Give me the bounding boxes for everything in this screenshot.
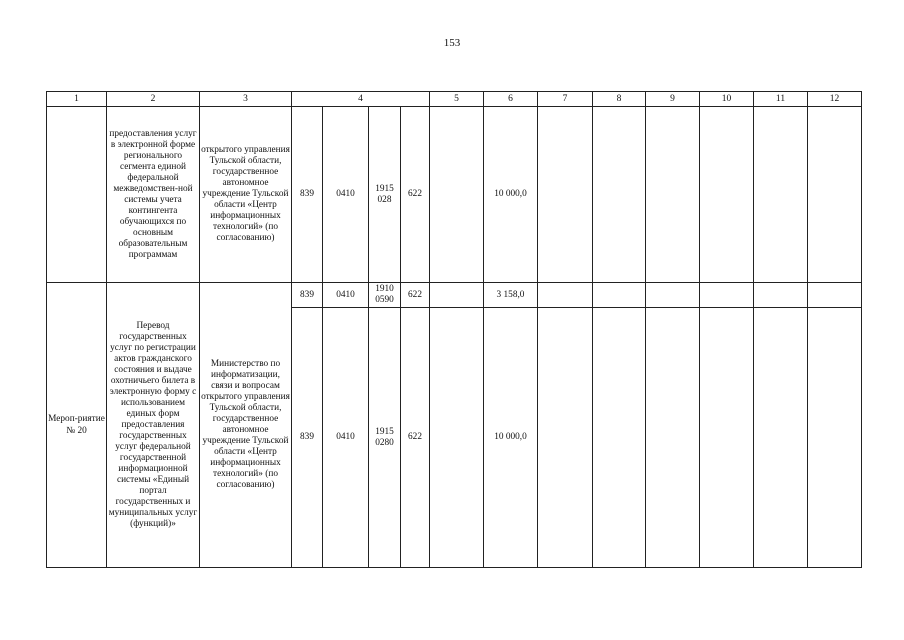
code-cell-c: 1915 028 — [369, 107, 401, 283]
empty-cell — [538, 308, 593, 568]
measure-label: Мероп-риятие № 20 — [47, 283, 107, 568]
empty-cell — [700, 308, 754, 568]
header-cell-12: 12 — [808, 92, 862, 107]
header-cell-4: 4 — [292, 92, 430, 107]
empty-cell — [47, 107, 107, 283]
header-row — [47, 92, 862, 107]
code-cell-d: 622 — [401, 283, 430, 308]
code-cell-b: 0410 — [323, 308, 369, 568]
empty-cell — [430, 283, 484, 308]
code-cell-a: 839 — [292, 107, 323, 283]
measure-description: Перевод государственных услуг по регистрации актов гражданского состояния и выдаче охотничьего билета в электронную форму с использованием единых форм предоставления государственных услуг федеральной государственной информационной системы «Единый портал государственных и муниципальных услуг (функций)» — [107, 283, 200, 568]
empty-cell — [808, 283, 862, 308]
header-cell-1: 1 — [47, 92, 107, 107]
empty-cell — [646, 308, 700, 568]
code-cell-c: 1910 0590 — [369, 283, 401, 308]
table-row — [47, 107, 862, 283]
header-cell-2: 2 — [107, 92, 200, 107]
header-cell-11: 11 — [754, 92, 808, 107]
empty-cell — [593, 283, 646, 308]
header-cell-3: 3 — [200, 92, 292, 107]
empty-cell — [754, 308, 808, 568]
empty-cell — [700, 107, 754, 283]
empty-cell — [700, 283, 754, 308]
empty-cell — [808, 107, 862, 283]
empty-cell — [593, 308, 646, 568]
code-cell-d: 622 — [401, 308, 430, 568]
code-cell-b: 0410 — [323, 283, 369, 308]
empty-cell — [538, 283, 593, 308]
code-cell-a: 839 — [292, 308, 323, 568]
page-number: 153 — [443, 37, 461, 49]
empty-cell — [593, 107, 646, 283]
empty-cell — [538, 107, 593, 283]
header-cell-9: 9 — [646, 92, 700, 107]
empty-cell — [430, 107, 484, 283]
table-row — [47, 283, 862, 308]
header-cell-5: 5 — [430, 92, 484, 107]
empty-cell — [646, 107, 700, 283]
measure-description-cont: предоставления услуг в электронной форме регионального сегмента единой федеральной межведомствен-ной системы учета контингента обучающихся по основным образовательным программам — [107, 107, 200, 283]
amount-cell: 3 158,0 — [484, 283, 538, 308]
amount-cell: 10 000,0 — [484, 107, 538, 283]
amount-cell: 10 000,0 — [484, 308, 538, 568]
empty-cell — [430, 308, 484, 568]
empty-cell — [646, 283, 700, 308]
header-cell-6: 6 — [484, 92, 538, 107]
executor-cont: открытого управления Тульской области, государственное автономное учреждение Тульской области «Центр информационных технологий» (по согласованию) — [200, 107, 292, 283]
header-cell-7: 7 — [538, 92, 593, 107]
code-cell-c: 1915 0280 — [369, 308, 401, 568]
executor: Министерство по информатизации, связи и вопросам открытого управления Тульской области, государственное автономное учреждение Тульской области «Центр информационных технологий» (по согласованию) — [200, 283, 292, 568]
header-cell-8: 8 — [593, 92, 646, 107]
empty-cell — [754, 107, 808, 283]
code-cell-a: 839 — [292, 283, 323, 308]
budget-table — [46, 91, 862, 568]
empty-cell — [754, 283, 808, 308]
empty-cell — [808, 308, 862, 568]
code-cell-b: 0410 — [323, 107, 369, 283]
header-cell-10: 10 — [700, 92, 754, 107]
code-cell-d: 622 — [401, 107, 430, 283]
